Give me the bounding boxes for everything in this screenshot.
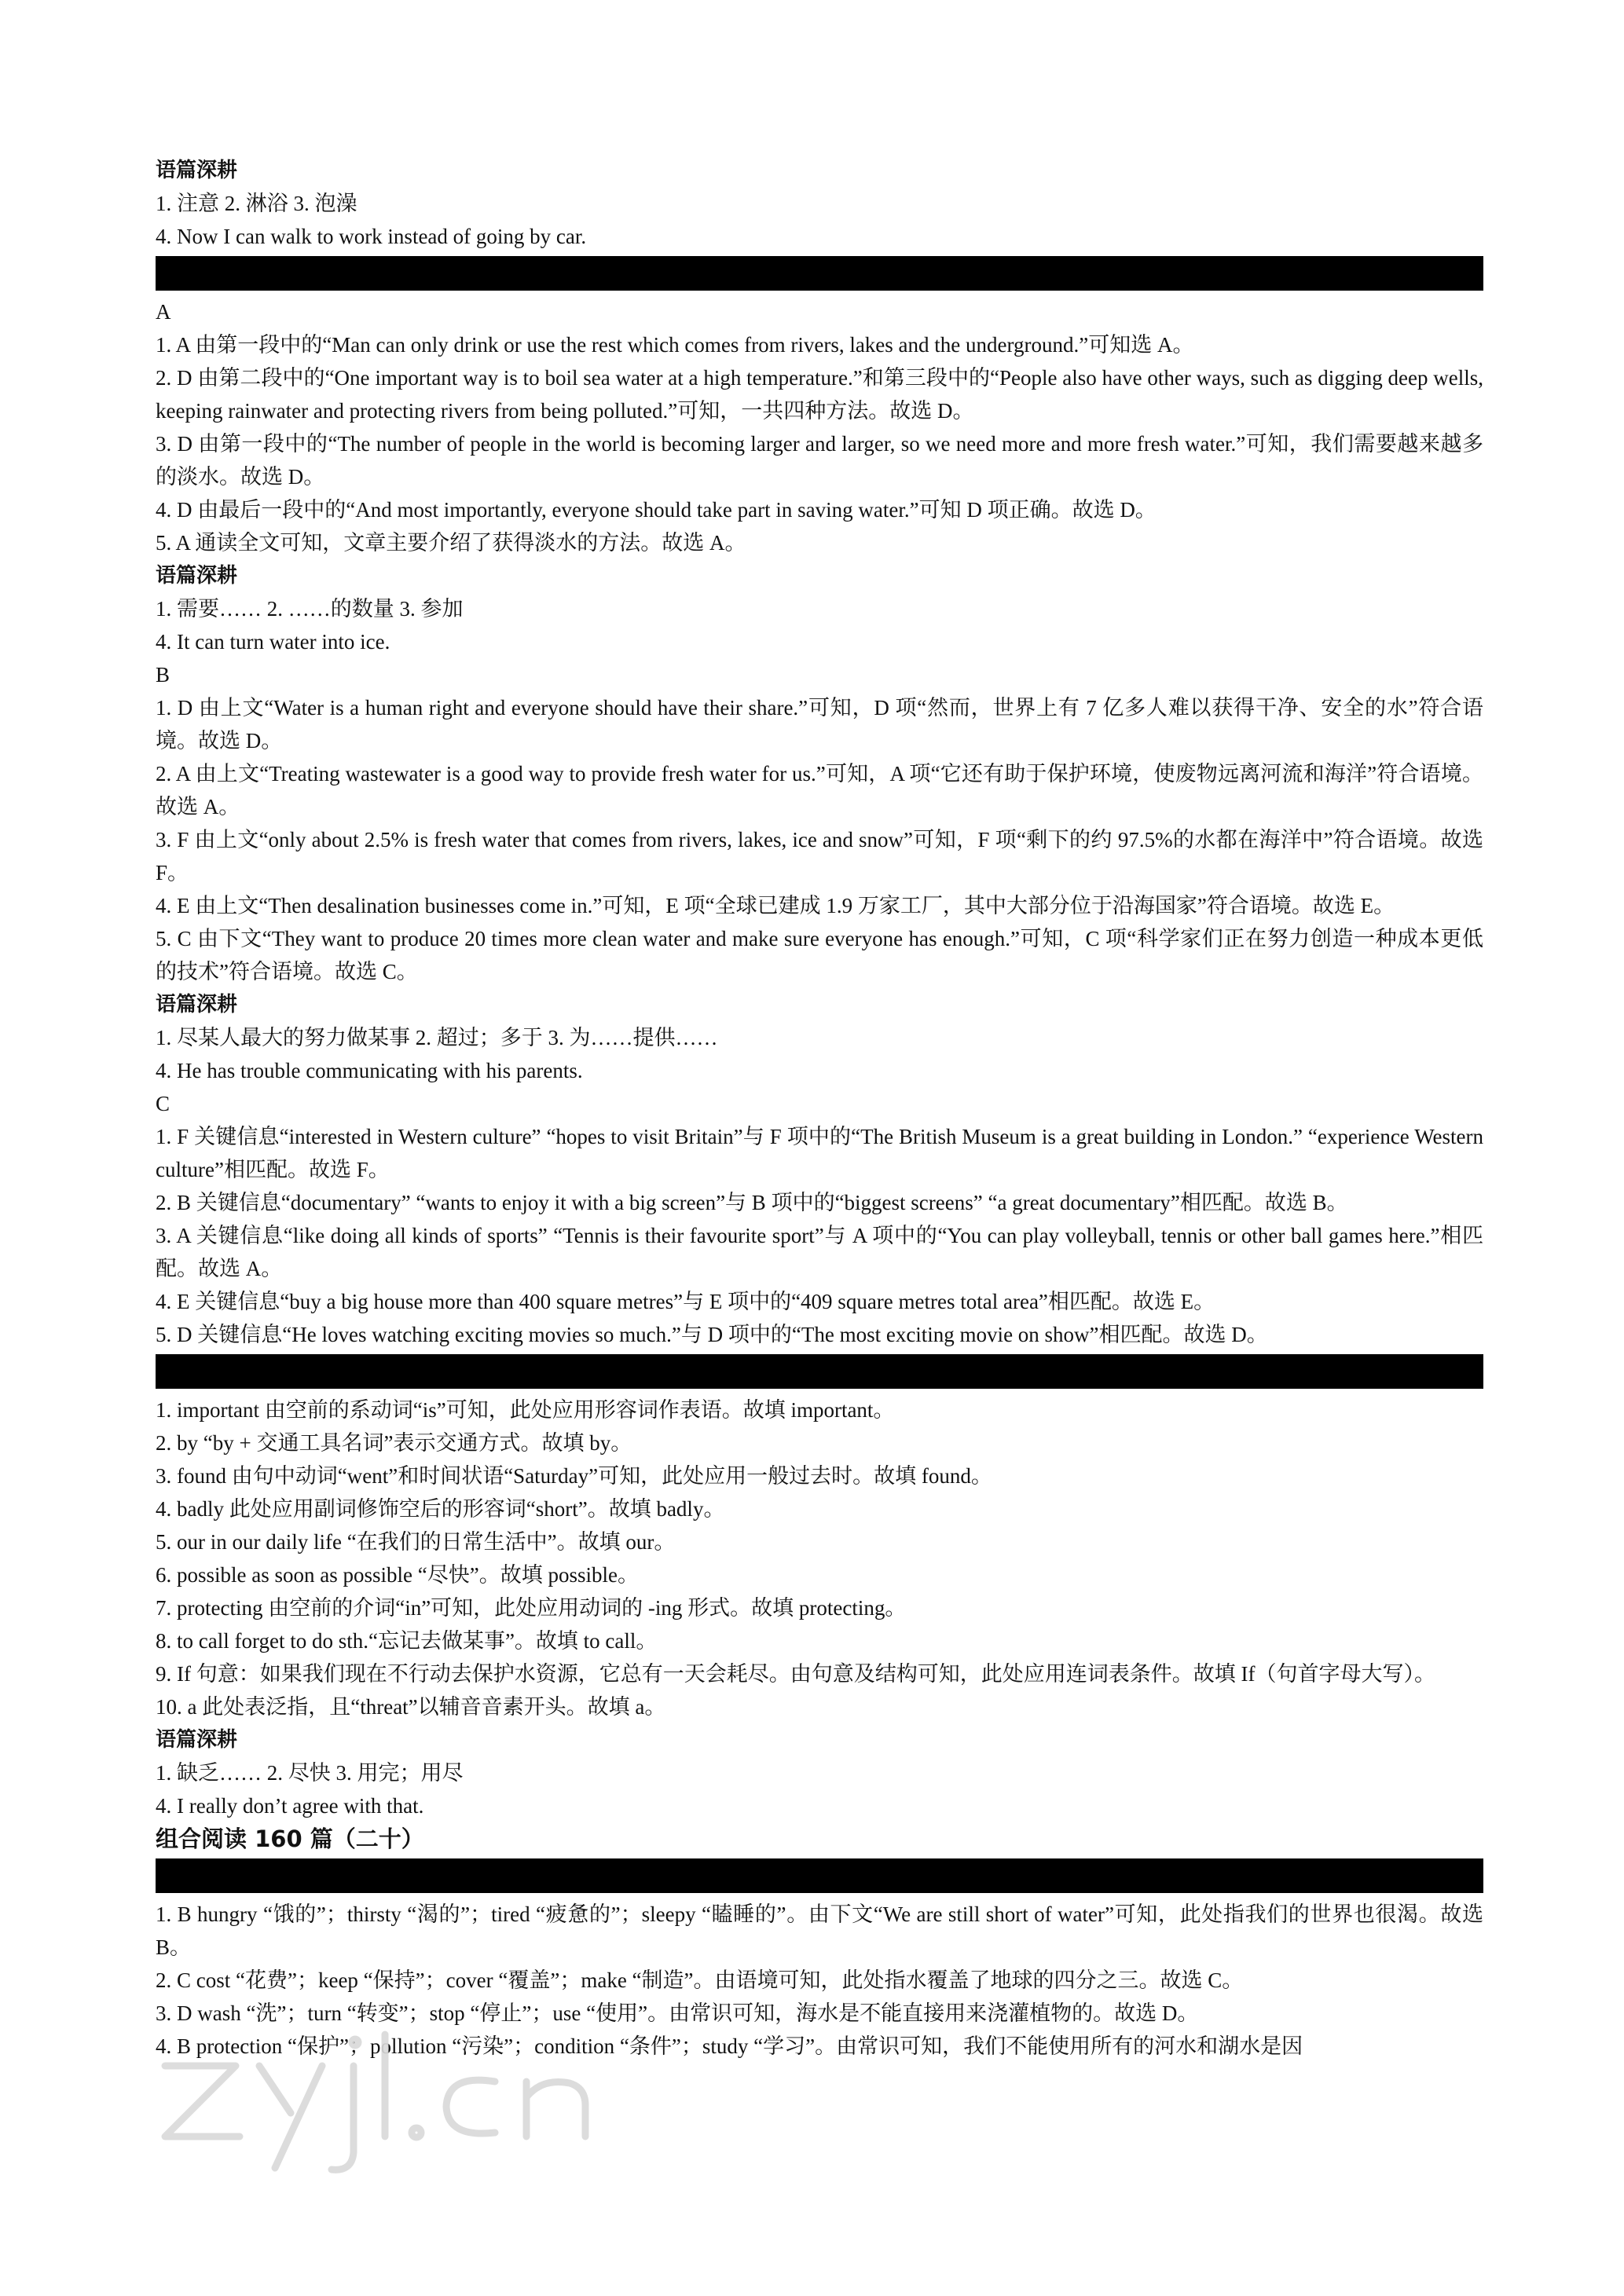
- answer-item: 2. A 由上文“Treating wastewater is a good way to provide fresh water for us.”可知，A 项“它还有助于保护环境，使废物远离河流和海洋”符合语境。故选 A。: [156, 762, 1483, 818]
- answer-item: 3. A 关键信息“like doing all kinds of sports” “Tennis is their favourite sport”与 A 项中的“You can play volleyball, tennis or other ball games here.”相匹配。故选 A。: [156, 1224, 1483, 1280]
- sentence-line: 4. He has trouble communicating with his parents.: [156, 1059, 583, 1082]
- answer-item: 2. D 由第二段中的“One important way is to boil sea water at a high temperature.”和第三段中的“People also have other ways, such as digging deep wells, keeping rainwater and protecting rivers from being polluted.”可知，一共四种方法。故选 D。: [156, 366, 1483, 423]
- answer-item: 2. by “by + 交通工具名词”表示交通方式。故填 by。: [156, 1431, 632, 1455]
- answer-item: 7. protecting 由空前的介词“in”可知，此处应用动词的 -ing 形式。故填 protecting。: [156, 1596, 907, 1620]
- answer-item: 3. F 由上文“only about 2.5% is fresh water that comes from rivers, lakes, ice and snow”可知，F 项“剩下的约 97.5%的水都在海洋中”符合语境。故选 F。: [156, 828, 1483, 884]
- answer-item: 10. a 此处表泛指，且“threat”以辅音音素开头。故填 a。: [156, 1695, 666, 1719]
- answer-item: 2. C cost “花费”；keep “保持”；cover “覆盖”；make “制造”。由语境可知，此处指水覆盖了地球的四分之三。故选 C。: [156, 1968, 1244, 1992]
- sentence-line: 4. Now I can walk to work instead of going by car.: [156, 225, 587, 248]
- answer-item: 1. D 由上文“Water is a human right and everyone should have their share.”可知，D 项“然而，世界上有 7 亿多人难以获得干净、安全的水”符合语境。故选 D。: [156, 696, 1483, 753]
- answer-item: 5. D 关键信息“He loves watching exciting movies so much.”与 D 项中的“The most exciting movie on show”相匹配。故选 D。: [156, 1323, 1268, 1346]
- answer-item: 3. D wash “洗”；turn “转变”；stop “停止”；use “使用”。由常识可知，海水是不能直接用来浇灌植物的。故选 D。: [156, 2001, 1199, 2025]
- section-divider-bar: [156, 256, 1483, 291]
- answer-item: 5. C 由下文“They want to produce 20 times more clean water and make sure everyone has enough.”可知，C 项“科学家们正在努力创造一种成本更低的技术”符合语境。故选 C。: [156, 927, 1483, 983]
- part-label-b: B: [156, 663, 170, 687]
- section-divider-bar: [156, 1858, 1483, 1893]
- answer-item: 1. important 由空前的系动词“is”可知，此处应用形容词作表语。故填 important。: [156, 1398, 895, 1422]
- answer-item: 4. E 关键信息“buy a big house more than 400 square metres”与 E 项中的“409 square metres total area”相匹配。故选 E。: [156, 1290, 1215, 1313]
- vocab-line: 1. 尽某人最大的努力做某事 2. 超过；多于 3. 为……提供……: [156, 1026, 718, 1049]
- answer-page: [156, 154, 1483, 2063]
- answer-item: 8. to call forget to do sth.“忘记去做某事”。故填 to call。: [156, 1629, 658, 1653]
- vocab-line: 1. 需要…… 2. ……的数量 3. 参加: [156, 597, 464, 621]
- part-title: 组合阅读 160 篇（二十）: [156, 1825, 424, 1852]
- answer-item: 3. found 由句中动词“went”和时间状语“Saturday”可知，此处应用一般过去时。故填 found。: [156, 1464, 992, 1488]
- answer-item: 1. B hungry “饿的”；thirsty “渴的”；tired “疲惫的”；sleepy “瞌睡的”。由下文“We are still short of water”可知，此处指我们的世界也很渴。故选 B。: [156, 1902, 1483, 1959]
- answer-item: 4. badly 此处应用副词修饰空后的形容词“short”。故填 badly。: [156, 1497, 725, 1521]
- answer-item: 1. A 由第一段中的“Man can only drink or use the rest which comes from rivers, lakes and the underground.”可知选 A。: [156, 333, 1194, 357]
- section-heading: 语篇深耕: [156, 993, 238, 1016]
- answer-item: 2. B 关键信息“documentary” “wants to enjoy it with a big screen”与 B 项中的“biggest screens” “a great documentary”相匹配。故选 B。: [156, 1191, 1348, 1214]
- answer-item: 1. F 关键信息“interested in Western culture” “hopes to visit Britain”与 F 项中的“The British Museum is a great building in London.” “experience Western culture”相匹配。故选 F。: [156, 1125, 1483, 1181]
- answer-item: 4. E 由上文“Then desalination businesses come in.”可知，E 项“全球已建成 1.9 万家工厂，其中大部分位于沿海国家”符合语境。故选 E。: [156, 894, 1395, 917]
- answer-item: 3. D 由第一段中的“The number of people in the world is becoming larger and larger, so we need more and more fresh water.”可知，我们需要越来越多的淡水。故选 D。: [156, 432, 1483, 489]
- vocab-line: 1. 缺乏…… 2. 尽快 3. 用完；用尽: [156, 1761, 464, 1785]
- answer-item: 4. D 由最后一段中的“And most importantly, everyone should take part in saving water.”可知 D 项正确。故选 D。: [156, 498, 1157, 522]
- section-heading: 语篇深耕: [156, 159, 238, 182]
- part-label-a: A: [156, 300, 171, 324]
- answer-item: 5. A 通读全文可知，文章主要介绍了获得淡水的方法。故选 A。: [156, 531, 746, 555]
- answer-item: 4. B protection “保护”；pollution “污染”；condition “条件”；study “学习”。由常识可知，我们不能使用所有的河水和湖水是因: [156, 2034, 1303, 2058]
- sentence-line: 4. I really don’t agree with that.: [156, 1794, 424, 1818]
- sentence-line: 4. It can turn water into ice.: [156, 630, 390, 654]
- answer-item: 9. If 句意：如果我们现在不行动去保护水资源，它总有一天会耗尽。由句意及结构可知，此处应用连词表条件。故填 If（句首字母大写）。: [156, 1662, 1435, 1686]
- part-label-c: C: [156, 1092, 170, 1115]
- section-heading: 语篇深耕: [156, 564, 238, 588]
- section-divider-bar: [156, 1354, 1483, 1389]
- answer-item: 6. possible as soon as possible “尽快”。故填 possible。: [156, 1563, 639, 1587]
- vocab-line: 1. 注意 2. 淋浴 3. 泡澡: [156, 192, 357, 215]
- answer-item: 5. our in our daily life “在我们的日常生活中”。故填 our。: [156, 1530, 676, 1554]
- section-heading: 语篇深耕: [156, 1728, 238, 1752]
